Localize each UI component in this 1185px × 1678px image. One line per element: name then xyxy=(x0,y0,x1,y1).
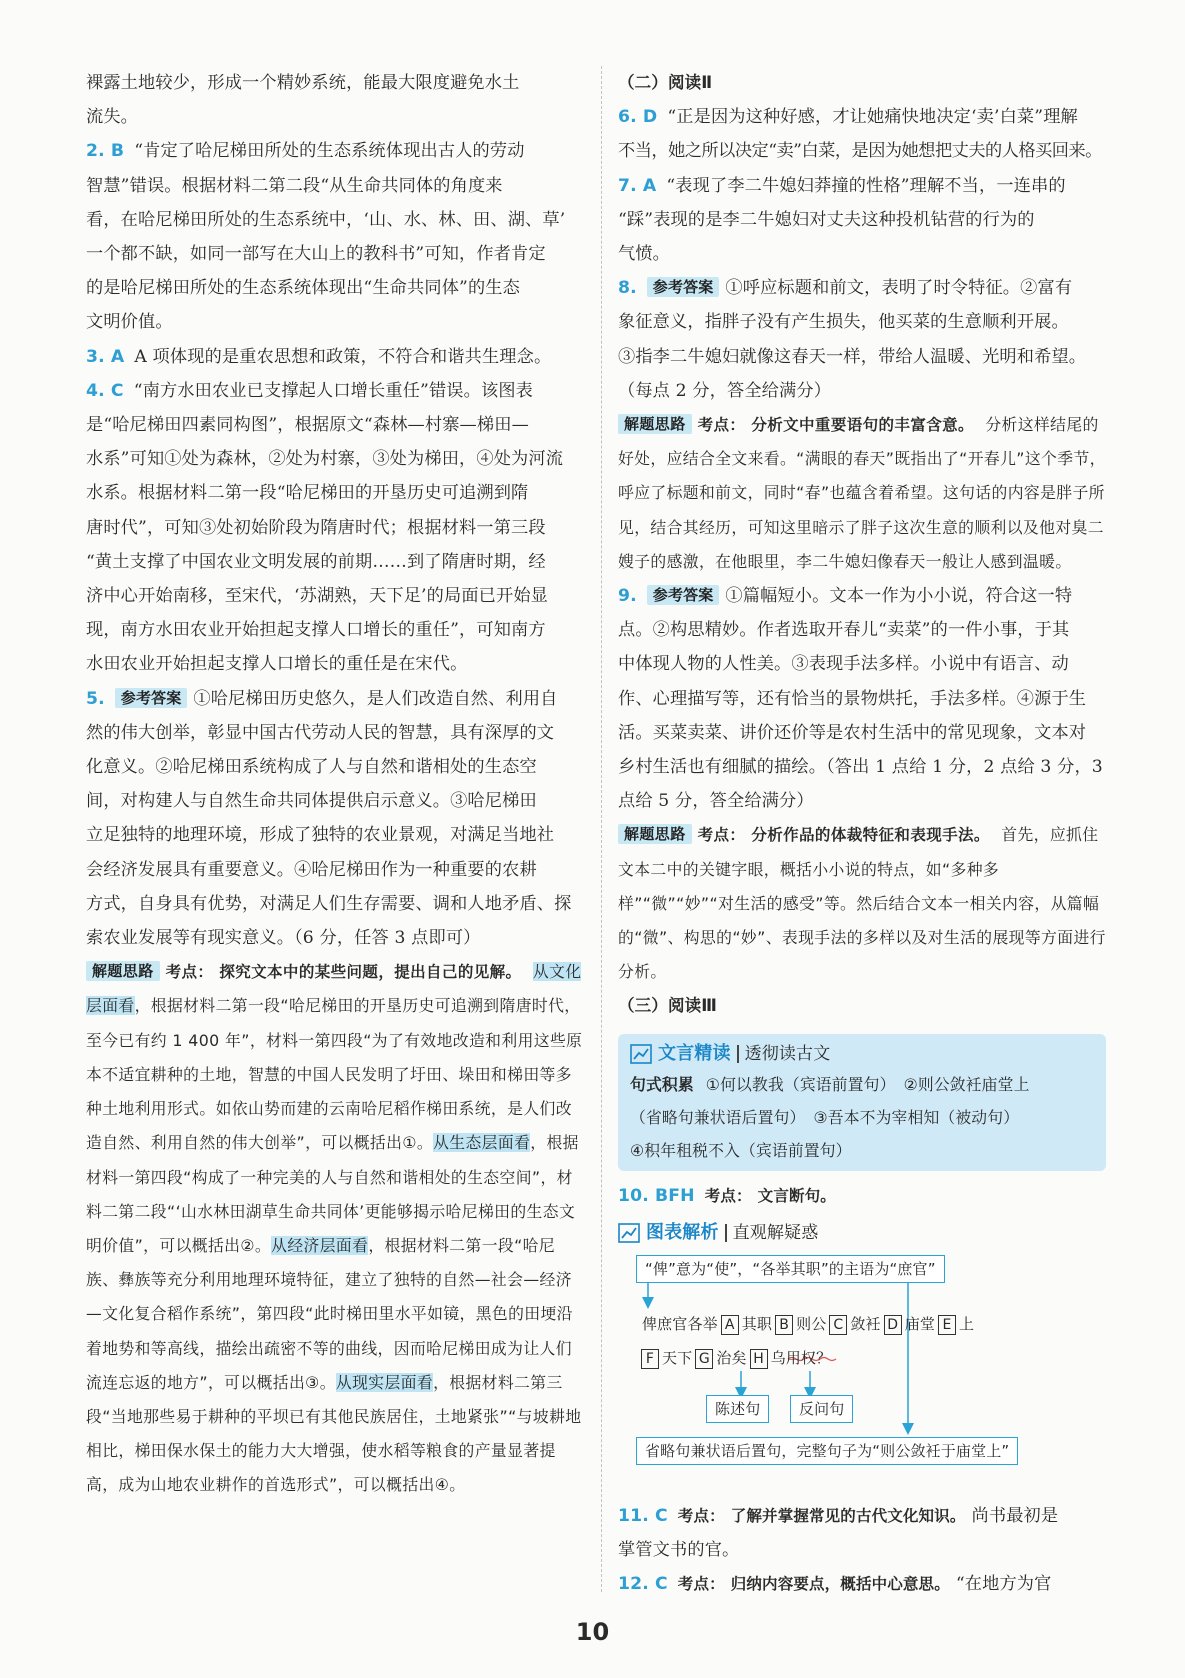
analysis-tag: 解题思路 xyxy=(618,414,692,434)
subject-note-box: “俾”意为“使”，“各举其职”的主语为“庶官” xyxy=(636,1255,945,1283)
key-point-text: 了解并掌握常见的古代文化知识。 xyxy=(730,1506,966,1525)
question-number: 8. xyxy=(618,278,637,299)
break-marker-f: F xyxy=(641,1349,659,1369)
analysis-tag: 解题思路 xyxy=(618,824,692,844)
key-point-label: 考点： xyxy=(165,963,214,982)
answer-10 xyxy=(618,1179,1106,1213)
declarative-box: 陈述句 xyxy=(706,1395,769,1423)
key-point-text: 分析文中重要语句的丰富含意。 xyxy=(751,416,974,435)
key-point-text: 文言断句。 xyxy=(757,1186,836,1205)
chart-title: 图表解析 xyxy=(646,1221,719,1243)
question-number: 10. BFH xyxy=(618,1185,695,1206)
answer-9: 9. 参考答案 ①篇幅短小。文本一作为小小说，符合这一特 点。②构思精妙。作者选取开春儿“卖菜”的一件小事，于其 中体现人物的人性美。③表现手法多样。小说中有语言、动 作、心理描写等，还有恰当的景物烘托，手法多样。④源于生 活。买菜卖菜、讲价还价等是农村生活中的常见现象，文本对 乡村生活也有细腻的描绘。（答出 1 点给 1 分，2 点给 3 分，3 点给 5 分，答全给满分） xyxy=(618,586,1103,812)
sentence-fragment: 敛衽 xyxy=(850,1314,881,1333)
sentence-fragment: 俾庶官各举 xyxy=(642,1314,718,1333)
reference-answer-tag: 参考答案 xyxy=(115,688,188,708)
key-point-label: 考点： xyxy=(697,416,746,435)
key-point-text: 探究文本中的某些问题，提出自己的见解。 xyxy=(219,963,522,982)
highlight-economy: 从经济层面看 xyxy=(271,1235,369,1255)
rhetorical-box: 反问句 xyxy=(790,1395,853,1423)
answer-5-analysis: 解题思路 考点： 探究文本中的某些问题，提出自己的见解。 从文化层面看，根据材料二第一段“哈尼梯田的开垦历史可追溯到隋唐时代，至今已有约 1 400 年”，材料一第四段“为了有效地改造和利用这些原本不适宜耕种的土地，智慧的中国人民发明了圩田、垛田和梯田等多种土地利用形式。如依山势而建的云南哈尼稻作梯田系统，是人们改造自然、利用自然的伟大创举”，可以概括出①。从生态层面看，根据材料一第四段“构成了一种完美的人与自然和谐相处的生态空间”，材料二第二段“‘山水林田湖草生命共同体’更能够揭示哈尼梯田的生态文明价值”，可以概括出②。从经济层面看，根据材料二第一段“哈尼族、彝族等充分利用地理环境特征，建立了独特的自然—社会—经济—文化复合稻作系统”，第四段“此时梯田里水平如镜，黑色的田埂沿着地势和等高线，描绘出疏密不等的曲线，因而哈尼梯田成为让人们流连忘返的地方”，可以概括出③。从现实层面看，根据材料二第三段“当地那些易于耕种的平坝已有其他民族居住，土地紧张”“与坡耕地相比，梯田保水保土的能力大大增强，使水稻等粮食的产量显著提高，成为山地农业耕作的首选形式”，可以概括出④。 xyxy=(86,962,583,1495)
answer-4: 4. C “南方水田农业已支撑起人口增长重任”错误。该图表 是“哈尼梯田四素同构图”，根据原文“森林—村寨—梯田— 水系”可知①处为森林，②处为村寨，③处为梯田，④处为河流 水系。根据材料二第一段“哈尼梯田的开垦历史可追溯到隋 唐时代”，可知③处初始阶段为隋唐时代；根据材料一第三段 “黄土支撑了中国农业文明发展的前期……到了隋唐时期，经 济中心开始南移，至宋代，‘苏湖熟，天下足’的局面已开始显 现，南方水田农业开始担起支撑人口增长的重任”，可知南方 水田农业开始担起支撑人口增长的重任是在宋代。 xyxy=(86,380,564,675)
answer-8-analysis: 解题思路 考点： 分析文中重要语句的丰富含意。 分析这样结尾的好处，应结合全文来看。“满眼的春天”既指出了“开春儿”这个季节，呼应了标题和前文，同时“春”也蕴含着希望。这句话的内容是胖子所见，结合其经历，可知这里暗示了胖子这次生意的顺利以及他对臭二嫂子的感激，在他眼里，李二牛媳妇像春天一般让人感到温暖。 xyxy=(618,415,1106,571)
sentence-break-diagram xyxy=(618,1247,1106,1499)
question-number: 2. B xyxy=(86,141,125,162)
chart-analysis-heading xyxy=(618,1219,1106,1247)
completion-note-box: 省略句兼状语后置句，完整句子为“则公敛衽于庙堂上” xyxy=(636,1437,1018,1465)
box-subtitle: 透彻读古文 xyxy=(737,1045,831,1063)
answer-3: 3. A A 项体现的是重农思想和政策，不符合和谐共生理念。 xyxy=(86,346,552,367)
question-number: 6. D xyxy=(618,107,658,128)
question-number: 3. A xyxy=(86,346,125,367)
question-number: 4. C xyxy=(86,380,124,401)
sentence-fragment: 天下 xyxy=(662,1348,693,1367)
sentence-fragment: 上 xyxy=(959,1314,975,1333)
sentence-row-2 xyxy=(638,1347,831,1369)
break-marker-h: H xyxy=(750,1349,768,1369)
break-marker-c: C xyxy=(829,1315,847,1335)
answer-11: 11. C 考点： 了解并掌握常见的古代文化知识。 尚书最初是 掌管文书的官。 xyxy=(618,1505,1059,1561)
highlight-reality: 从现实层面看 xyxy=(335,1372,434,1392)
page-number: 10 xyxy=(575,1618,610,1646)
column-divider xyxy=(601,66,602,1592)
key-point-label: 考点： xyxy=(677,1506,725,1525)
question-number: 5. xyxy=(86,688,105,709)
break-marker-a: A xyxy=(721,1315,739,1335)
question-number: 12. C xyxy=(618,1574,668,1595)
answer-12: 12. C 考点： 归纳内容要点，概括中心意思。 “在地方为官 xyxy=(618,1574,1052,1595)
break-marker-d: D xyxy=(884,1315,902,1335)
box-title: 文言精读 xyxy=(658,1042,731,1064)
break-marker-e: E xyxy=(938,1315,956,1335)
highlight-ecology: 从生态层面看 xyxy=(433,1133,531,1153)
question-number: 7. A xyxy=(618,175,657,196)
trend-chart-icon xyxy=(630,1044,652,1064)
reference-answer-tag: 参考答案 xyxy=(647,277,720,297)
highlight-culture: 从文化层面看 xyxy=(86,962,582,1016)
key-point-label: 考点： xyxy=(697,826,746,845)
sentence-fragment: 则公 xyxy=(796,1314,827,1333)
answer-6: 6. D “正是因为这种好感，才让她痛快地决定‘卖’白菜”理解 不当，她之所以决定“卖”白菜，是因为她想把丈夫的人格买回来。 xyxy=(618,107,1102,162)
key-point-label: 考点： xyxy=(704,1186,752,1205)
sentence-fragment: 乌用权？ xyxy=(770,1348,832,1367)
sentence-fragment: 治矣 xyxy=(716,1348,747,1367)
break-marker-g: G xyxy=(695,1349,713,1369)
answer-7: 7. A “表现了李二牛媳妇莽撞的性格”理解不当，一连串的 “踩”表现的是李二牛媳妇对丈夫这种投机钻营的行为的 气愤。 xyxy=(618,175,1066,265)
question-number: 9. xyxy=(618,586,637,607)
break-marker-b: B xyxy=(775,1315,793,1335)
answer-5: 5. 参考答案 ①哈尼梯田历史悠久，是人们改造自然、利用自 然的伟大创举，彰显中国古代劳动人民的智慧，具有深厚的文 化意义。②哈尼梯田系统构成了人与自然和谐相处的生态空 间，对构建人与自然生命共同体提供启示意义。③哈尼梯田 立足独特的地理环境，形成了独特的农业景观，对满足当地社 会经济发展具有重要意义。④哈尼梯田作为一种重要的农耕 方式，自身具有优势，对满足人们生存需要、调和人地矛盾、探 索农业发展等有现实意义。（6 分，任答 3 点即可） xyxy=(86,688,572,949)
left-column xyxy=(86,66,586,1503)
classical-reading-box: 文言精读 透彻读古文 句式积累 ①何以教我（宾语前置句） ②则公敛衽庙堂上 （省略句兼状语后置句） ③吾本不为宰相知（被动句） ④积年租税不入（宾语前置句） xyxy=(618,1034,1106,1171)
intro-text: 裸露土地较少，形成一个精妙系统，能最大限度避免水土 流失。 xyxy=(86,73,520,128)
right-column xyxy=(618,66,1106,1602)
trend-chart-icon xyxy=(618,1223,640,1243)
answer-8: 8. 参考答案 ①呼应标题和前文，表明了时令特征。②富有 象征意义，指胖子没有产生损失，他买菜的生意顺利开展。 ③指李二牛媳妇就像这春天一样，带给人温暖、光明和希望。 （每点 2 分，答全给满分） xyxy=(618,278,1087,401)
reference-answer-tag: 参考答案 xyxy=(647,585,720,605)
answer-9-analysis: 解题思路 考点： 分析作品的体裁特征和表现手法。 首先，应抓住文本二中的关键字眼，概括小小说的特点，如“多种多样”“微”“妙”“对生活的感受”等。然后结合文本一相关内容，从篇幅的“微”、构思的“妙”、表现手法的多样以及对生活的展现等方面进行分析。 xyxy=(618,825,1106,982)
sentence-pattern-label: 句式积累 xyxy=(630,1074,694,1094)
sentence-fragment: 庙堂 xyxy=(904,1314,936,1333)
key-point-text: 归纳内容要点，概括中心意思。 xyxy=(730,1575,950,1594)
key-point-label: 考点： xyxy=(677,1575,725,1594)
sentence-fragment: 其职 xyxy=(741,1314,773,1333)
answer-2: 2. B “肯定了哈尼梯田所处的生态系统体现出古人的劳动 智慧”错误。根据材料二第二段“从生命共同体的角度来 看，在哈尼梯田所处的生态系统中，‘山、水、林、田、湖、草’ 一个都不缺，如同一部写在大山上的教科书”可知，作者肯定 的是哈尼梯田所处的生态系统体现出“生命共同体”的生态 文明价值。 xyxy=(86,141,566,333)
chart-subtitle: 直观解疑惑 xyxy=(725,1224,819,1242)
section-heading-reading-2: （二）阅读Ⅱ xyxy=(618,73,713,92)
section-heading-reading-3: （三）阅读Ⅲ xyxy=(618,996,717,1016)
sentence-row-1 xyxy=(642,1313,974,1335)
question-number: 11. C xyxy=(618,1505,668,1526)
analysis-tag: 解题思路 xyxy=(86,961,160,981)
key-point-text: 分析作品的体裁特征和表现手法。 xyxy=(751,826,990,845)
